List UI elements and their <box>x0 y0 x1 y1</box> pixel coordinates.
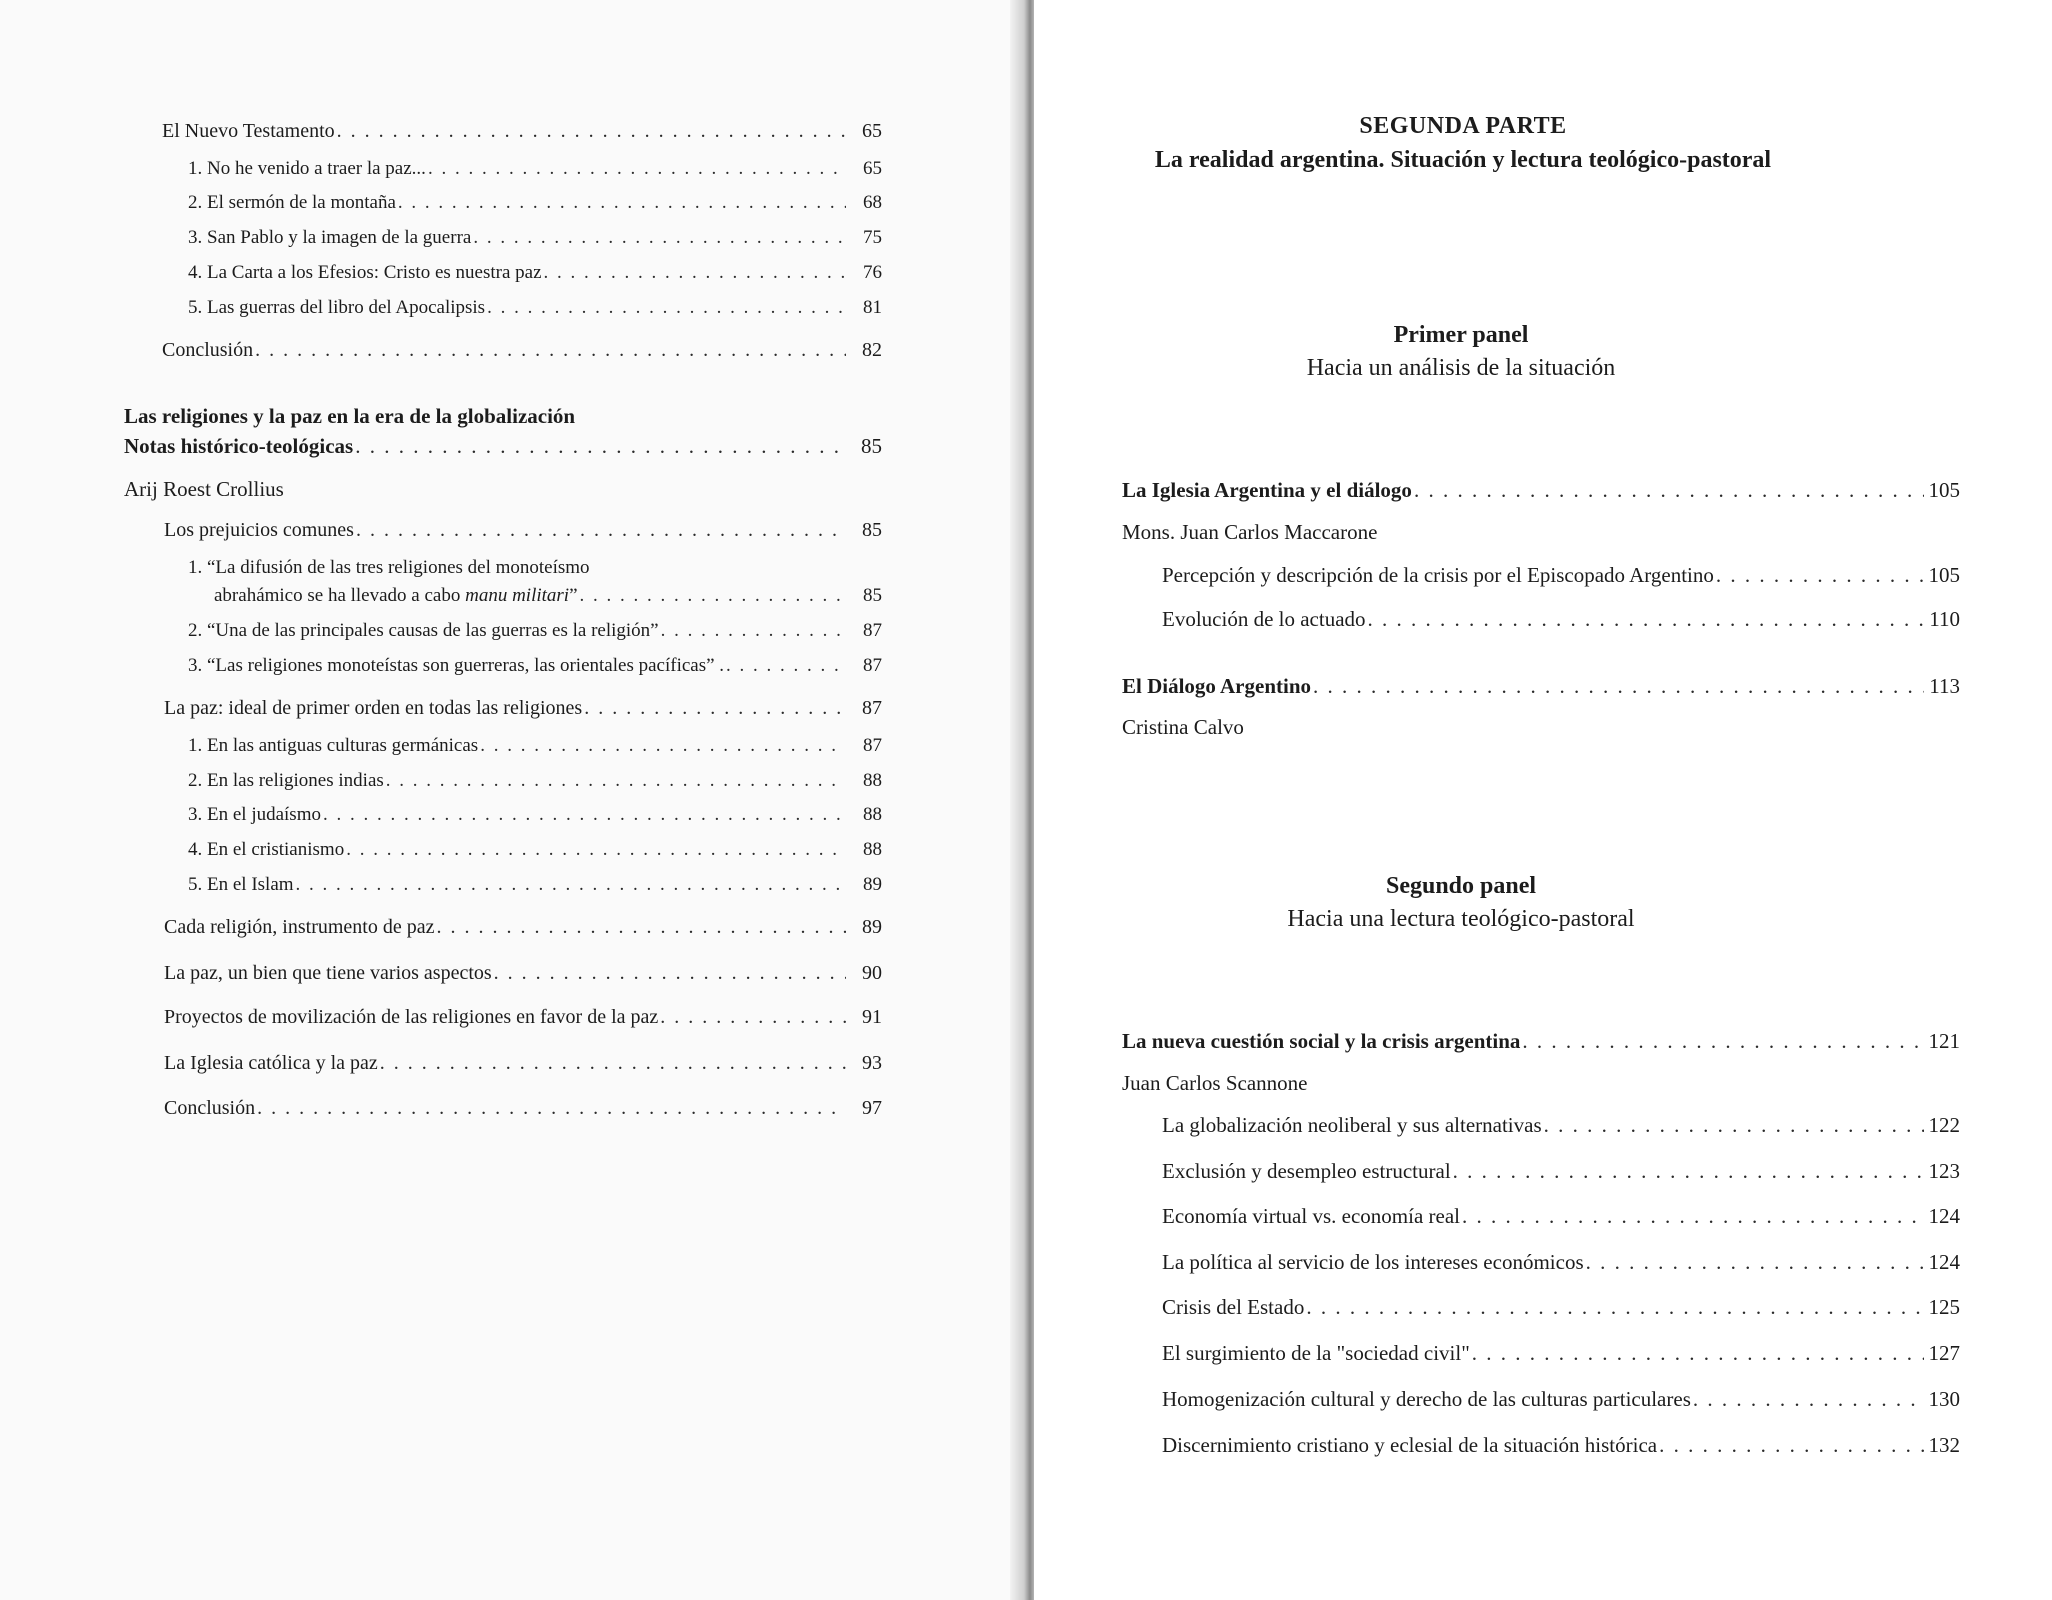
dot-leader <box>356 519 846 542</box>
entry-page: 82 <box>862 339 882 361</box>
entry-title: Economía virtual vs. economía real <box>1162 1204 1460 1228</box>
entry-author: Cristina Calvo <box>1122 715 1244 739</box>
entry-page: 85 <box>863 585 882 606</box>
dot-leader <box>1453 1159 1924 1184</box>
entry-page: 105 <box>1928 563 1960 587</box>
toc-entry[interactable] <box>188 227 882 249</box>
toc-entry[interactable] <box>188 874 882 896</box>
dot-leader <box>1462 1204 1924 1229</box>
dot-leader <box>1586 1250 1924 1275</box>
entry-title: La política al servicio de los intereses económicos <box>1162 1250 1584 1274</box>
dot-leader <box>1414 478 1924 503</box>
entry-page: 87 <box>863 620 882 641</box>
entry-title: 1. En las antiguas culturas germánicas <box>188 735 479 756</box>
toc-entry[interactable] <box>164 1006 882 1029</box>
toc-entry[interactable] <box>1162 563 1960 588</box>
entry-title: Percepción y descripción de la crisis por el Episcopado Argentino <box>1162 563 1714 587</box>
toc-entry[interactable] <box>1122 674 1960 699</box>
toc-entry[interactable] <box>1162 1113 1960 1138</box>
dot-leader <box>544 262 846 284</box>
part-subtitle: La realidad argentina. Situación y lectura teológico-pastoral <box>1154 147 1772 173</box>
dot-leader <box>1522 1029 1924 1054</box>
entry-title: Proyectos de movilización de las religiones en favor de la paz <box>164 1006 659 1028</box>
entry-page: 88 <box>863 839 882 860</box>
toc-entry[interactable] <box>188 262 882 284</box>
entry-title: 4. En el cristianismo <box>188 839 345 860</box>
toc-entry[interactable] <box>164 1052 882 1075</box>
entry-page: 113 <box>1929 674 1960 698</box>
toc-entry[interactable] <box>164 697 882 720</box>
entry-title: Exclusión y desempleo estructural <box>1162 1159 1451 1183</box>
entry-page: 90 <box>862 962 882 984</box>
dot-leader <box>346 839 846 861</box>
toc-entry[interactable] <box>1162 607 1960 632</box>
entry-title: 1. No he venido a traer la paz... <box>188 158 426 179</box>
dot-leader <box>1544 1113 1924 1138</box>
dot-leader <box>436 916 846 939</box>
entry-page: 123 <box>1928 1159 1960 1183</box>
dot-leader <box>487 297 846 319</box>
entry-title: 2. En las religiones indias <box>188 770 384 791</box>
section-author: Arij Roest Crollius <box>124 477 284 501</box>
entry-page: 121 <box>1928 1029 1960 1053</box>
entry-title: 3. En el judaísmo <box>188 804 321 825</box>
entry-title <box>214 585 578 607</box>
entry-page: 124 <box>1928 1204 1960 1228</box>
dot-leader <box>255 339 846 362</box>
dot-leader <box>1472 1341 1924 1366</box>
entry-title: Evolución de lo actuado <box>1162 607 1366 631</box>
entry-title: La Iglesia católica y la paz <box>164 1052 378 1074</box>
entry-title: Conclusión <box>162 339 254 361</box>
dot-leader <box>726 655 846 677</box>
part-title: SEGUNDA PARTE <box>1359 113 1567 139</box>
toc-entry[interactable] <box>1162 1295 1960 1320</box>
entry-text-a: abrahámico se ha llevado a cabo <box>214 585 466 606</box>
entry-page: 127 <box>1928 1341 1960 1365</box>
dot-leader <box>1693 1387 1924 1412</box>
dot-leader <box>661 620 846 642</box>
entry-page: 68 <box>863 192 882 213</box>
entry-title: El Diálogo Argentino <box>1122 674 1312 698</box>
dot-leader <box>323 804 846 826</box>
dot-leader <box>660 1006 846 1029</box>
entry-title: 5. En el Islam <box>188 874 294 895</box>
entry-title: La paz: ideal de primer orden en todas las religiones <box>164 697 583 719</box>
dot-leader <box>337 120 846 143</box>
entry-page: 105 <box>1928 478 1960 502</box>
entry-page: 75 <box>863 227 882 248</box>
dot-leader <box>1716 563 1924 588</box>
toc-entry[interactable] <box>188 839 882 861</box>
entry-page: 65 <box>863 158 882 179</box>
section-title[interactable]: Las religiones y la paz en la era de la globalización <box>124 404 576 428</box>
entry-page: 91 <box>862 1006 882 1028</box>
dot-leader <box>1313 674 1924 699</box>
entry-title: 2. “Una de las principales causas de las guerras es la religión” <box>188 620 659 641</box>
toc-entry[interactable] <box>1162 1341 1960 1366</box>
entry-page: 88 <box>863 770 882 791</box>
dot-leader <box>584 697 846 720</box>
entry-page: 93 <box>862 1052 882 1074</box>
dot-leader <box>480 735 846 757</box>
right-page <box>1034 0 2052 1600</box>
dot-leader <box>380 1052 846 1075</box>
toc-entry[interactable] <box>1162 1387 1960 1412</box>
entry-page: 76 <box>863 262 882 283</box>
toc-entry[interactable] <box>164 916 882 939</box>
entry-title: Homogenización cultural y derecho de las culturas particulares <box>1162 1387 1691 1411</box>
toc-entry[interactable] <box>188 770 882 792</box>
entry-page: 89 <box>863 874 882 895</box>
entry-page: 85 <box>861 434 882 458</box>
entry-page: 87 <box>863 655 882 676</box>
panel-subtitle: Hacia un análisis de la situación <box>1306 355 1616 381</box>
panel-subtitle: Hacia una lectura teológico-pastoral <box>1287 906 1635 932</box>
entry-page: 122 <box>1928 1113 1960 1137</box>
toc-entry[interactable] <box>1162 1159 1960 1184</box>
toc-entry[interactable] <box>164 1097 882 1120</box>
entry-title: El surgimiento de la "sociedad civil" <box>1162 1341 1470 1365</box>
entry-title: Discernimiento cristiano y eclesial de la situación histórica <box>1162 1433 1658 1457</box>
entry-page: 132 <box>1928 1433 1960 1457</box>
entry-page: 88 <box>863 804 882 825</box>
toc-entry[interactable] <box>188 655 882 677</box>
panel-title: Segundo panel <box>1385 873 1537 899</box>
entry-title: Crisis del Estado <box>1162 1295 1305 1319</box>
entry-title: 5. Las guerras del libro del Apocalipsis <box>188 297 486 318</box>
dot-leader <box>1306 1295 1924 1320</box>
entry-page: 81 <box>863 297 882 318</box>
entry-page: 125 <box>1928 1295 1960 1319</box>
dot-leader <box>473 227 846 249</box>
entry-page: 110 <box>1929 607 1960 631</box>
dot-leader <box>386 770 846 792</box>
toc-entry[interactable] <box>1162 1250 1960 1275</box>
entry-title: El Nuevo Testamento <box>162 120 335 142</box>
dot-leader <box>296 874 846 896</box>
toc-entry[interactable] <box>162 120 882 143</box>
left-page <box>0 0 1020 1600</box>
entry-title: Conclusión <box>164 1097 256 1119</box>
toc-entry[interactable] <box>162 339 882 362</box>
entry-title: La nueva cuestión social y la crisis argentina <box>1122 1029 1521 1053</box>
toc-entry-line1[interactable]: 1. “La difusión de las tres religiones del monoteísmo <box>188 557 590 578</box>
toc-entry[interactable] <box>188 297 882 319</box>
entry-text-b: ” <box>569 585 578 606</box>
panel-title: Primer panel <box>1393 322 1529 348</box>
entry-title: La paz, un bien que tiene varios aspectos <box>164 962 492 984</box>
entry-page: 124 <box>1928 1250 1960 1274</box>
entry-page: 65 <box>862 120 882 142</box>
entry-author: Mons. Juan Carlos Maccarone <box>1122 520 1378 544</box>
toc-entry[interactable] <box>214 585 882 607</box>
toc-entry[interactable] <box>164 962 882 985</box>
entry-page: 85 <box>862 519 882 541</box>
entry-title: La Iglesia Argentina y el diálogo <box>1122 478 1412 502</box>
toc-entry[interactable] <box>188 620 882 642</box>
dot-leader <box>398 192 846 214</box>
entry-text-italic: manu militari <box>465 585 570 606</box>
dot-leader <box>257 1097 846 1120</box>
toc-entry[interactable] <box>188 735 882 757</box>
dot-leader <box>1368 607 1924 632</box>
entry-page: 89 <box>862 916 882 938</box>
entry-title: 3. “Las religiones monoteístas son guerreras, las orientales pacíficas” . <box>188 655 725 676</box>
toc-entry[interactable] <box>1162 1204 1960 1229</box>
toc-entry[interactable] <box>1162 1433 1960 1458</box>
toc-entry[interactable] <box>164 519 882 542</box>
dot-leader <box>494 962 846 985</box>
entry-title: Cada religión, instrumento de paz <box>164 916 435 938</box>
toc-entry[interactable] <box>1122 1029 1960 1054</box>
section-subtitle: Notas histórico-teológicas <box>124 434 354 458</box>
toc-entry[interactable] <box>1122 478 1960 503</box>
section-title-row[interactable] <box>124 434 882 459</box>
entry-author: Juan Carlos Scannone <box>1122 1071 1308 1095</box>
entry-title: 3. San Pablo y la imagen de la guerra <box>188 227 472 248</box>
dot-leader <box>428 158 846 180</box>
entry-page: 87 <box>862 697 882 719</box>
entry-page: 97 <box>862 1097 882 1119</box>
entry-page: 130 <box>1928 1387 1960 1411</box>
toc-entry[interactable] <box>188 158 882 180</box>
entry-title: Los prejuicios comunes <box>164 519 354 541</box>
entry-title: La globalización neoliberal y sus alternativas <box>1162 1113 1542 1137</box>
toc-entry[interactable] <box>188 804 882 826</box>
dot-leader <box>355 434 846 459</box>
toc-entry[interactable] <box>188 192 882 214</box>
entry-page: 87 <box>863 735 882 756</box>
dot-leader <box>580 585 846 607</box>
entry-title: 4. La Carta a los Efesios: Cristo es nuestra paz <box>188 262 542 283</box>
dot-leader <box>1659 1433 1924 1458</box>
entry-title: 2. El sermón de la montaña <box>188 192 396 213</box>
